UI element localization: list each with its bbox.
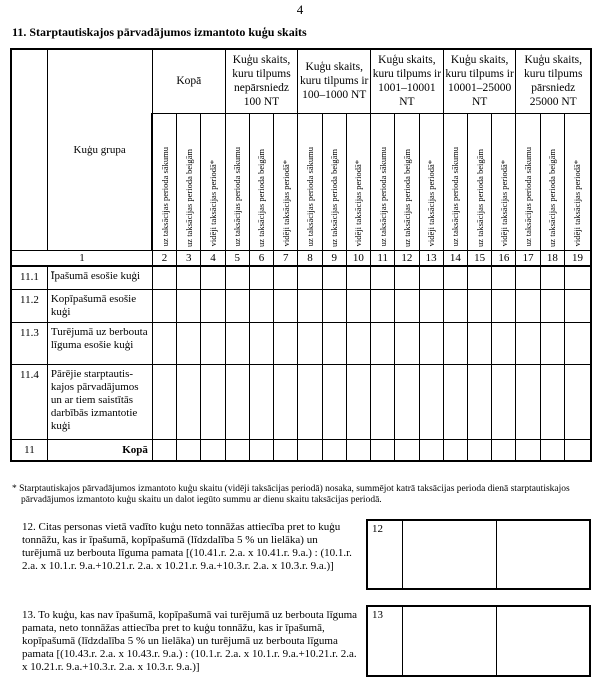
entry-cell[interactable] [371, 365, 395, 440]
column-number: 9 [322, 250, 346, 266]
item-13-text: 13. To kuģu, kas nav īpašumā, kopīpašumā vai turējumā uz berbouta līguma pamata, neto tonnāžas attiecība pret to kuģu tonnāžu, kas ir īpašumā, kopīpašumā (līdzdalība 5 % un lielāka) un turējumā uz berbouta līguma pamata [(10.43.r. 2.a. x 10.43.r. 9.a.) : (10.1.r. 2.a. x 10.1.r. 9.a.+10.21.r. 2.a. x 10.21.r. 9.a.+10.3.r. 2.a. x 10.3.r. 9.a.)] [22, 609, 358, 673]
sub-header-cell [395, 113, 419, 250]
entry-cell[interactable] [492, 440, 516, 461]
item-12-text: 12. Citas personas vietā vadīto kuģu neto tonnāžas attiecība pret to kuģu tonnāžu, kas ir īpašumā, kopīpašumā (līdzdalība 5 % un lielāka) un turējumā uz berbouta līguma pamata [(10.41.r. 2.a. x 10.41.r. 9.a.) : (10.1.r. 2.a. x 10.1.r. 9.a.+10.21.r. 2.a. x 10.21.r. 9.a.+10.3.r. 2.a. x 10.3.r. 9.a.)] [22, 521, 352, 572]
sub-header-cell [443, 113, 467, 250]
entry-cell[interactable] [225, 266, 249, 290]
sub-header-cell [564, 113, 591, 250]
entry-cell[interactable] [298, 323, 322, 365]
sub-header-cell [492, 113, 516, 250]
entry-cell[interactable] [516, 440, 540, 461]
row-label: Turējumā uz berbouta līguma esošie kuģi [47, 323, 152, 365]
entry-cell[interactable] [564, 365, 591, 440]
entry-cell[interactable] [177, 323, 201, 365]
column-number: 4 [201, 250, 225, 266]
column-number: 8 [298, 250, 322, 266]
sub-header-label: uz taksācijas perioda sākumu [377, 147, 388, 247]
entry-cell[interactable] [225, 440, 249, 461]
entry-cell[interactable] [468, 365, 492, 440]
entry-cell[interactable] [516, 323, 540, 365]
sub-header-cell [274, 113, 298, 250]
entry-cell[interactable] [564, 290, 591, 323]
entry-cell[interactable] [346, 365, 370, 440]
row-label: Kopīpašumā esošie kuģi [47, 290, 152, 323]
sub-header-cell [298, 113, 322, 250]
entry-cell[interactable] [443, 323, 467, 365]
entry-cell[interactable] [177, 266, 201, 290]
entry-cell[interactable] [177, 440, 201, 461]
section-title: 11. Starptautiskajos pārvadājumos izmantoto kuģu skaits [12, 25, 307, 39]
sub-header-label: uz taksācijas perioda beigām [183, 148, 194, 247]
total-row [11, 440, 591, 461]
entry-cell[interactable] [249, 365, 273, 440]
entry-cell[interactable] [152, 440, 176, 461]
entry-cell[interactable] [201, 323, 225, 365]
column-number: 5 [225, 250, 249, 266]
entry-cell[interactable] [564, 440, 591, 461]
entry-cell[interactable] [468, 290, 492, 323]
entry-cell[interactable] [249, 266, 273, 290]
entry-cell[interactable] [395, 440, 419, 461]
table-row [11, 323, 591, 365]
entry-cell[interactable] [201, 440, 225, 461]
entry-cell[interactable] [419, 440, 443, 461]
sub-header-label: vidēji taksācijas periodā* [572, 160, 583, 247]
entry-cell[interactable] [322, 365, 346, 440]
entry-cell[interactable] [540, 365, 564, 440]
sub-header-label: uz taksācijas perioda sākumu [232, 147, 243, 247]
entry-cell[interactable] [419, 266, 443, 290]
entry-cell[interactable] [419, 365, 443, 440]
column-number: 6 [249, 250, 273, 266]
entry-cell[interactable] [564, 323, 591, 365]
entry-cell[interactable] [298, 290, 322, 323]
sub-header-label: uz taksācijas perioda sākumu [159, 147, 170, 247]
entry-cell[interactable] [177, 290, 201, 323]
item-13-box [366, 605, 591, 677]
column-number: 15 [468, 250, 492, 266]
total-code: 11 [11, 440, 47, 461]
column-number: 18 [540, 250, 564, 266]
entry-cell[interactable] [152, 266, 176, 290]
sub-header-label: uz taksācijas perioda beigām [401, 148, 412, 247]
entry-cell[interactable] [443, 266, 467, 290]
sub-header-cell [201, 113, 225, 250]
sub-header-cell [540, 113, 564, 250]
sub-header-label: uz taksācijas perioda sākumu [304, 147, 315, 247]
header-10001-25000: Kuģu skaits, kuru tilpums ir 10001–25000 NT [443, 49, 516, 113]
entry-cell[interactable] [516, 365, 540, 440]
entry-cell[interactable] [249, 323, 273, 365]
sub-header-label: vidēji taksācijas periodā* [426, 160, 437, 247]
entry-cell[interactable] [201, 365, 225, 440]
sub-header-label: vidēji taksācijas periodā* [208, 160, 218, 247]
entry-cell[interactable] [492, 266, 516, 290]
item-12-box-code: 12 [372, 523, 383, 535]
entry-cell[interactable] [540, 266, 564, 290]
entry-cell[interactable] [346, 290, 370, 323]
entry-cell[interactable] [177, 365, 201, 440]
header-under-100: Kuģu skaits, kuru tilpums nepārsniedz 100 NT [225, 49, 298, 113]
sub-header-label: uz taksācijas perioda sākumu [450, 147, 461, 247]
row-code: 11.3 [11, 323, 47, 365]
entry-cell[interactable] [419, 323, 443, 365]
item-13-divider-2 [496, 607, 497, 675]
entry-cell[interactable] [443, 290, 467, 323]
entry-cell[interactable] [274, 323, 298, 365]
entry-cell[interactable] [152, 290, 176, 323]
entry-cell[interactable] [371, 290, 395, 323]
sub-header-cell [249, 113, 273, 250]
entry-cell[interactable] [419, 290, 443, 323]
column-number: 11 [371, 250, 395, 266]
entry-cell[interactable] [395, 266, 419, 290]
table-row [11, 290, 591, 323]
entry-cell[interactable] [371, 266, 395, 290]
page-number: 4 [296, 2, 304, 17]
header-total: Kopā [152, 49, 225, 113]
entry-cell[interactable] [274, 365, 298, 440]
column-number: 3 [177, 250, 201, 266]
entry-cell[interactable] [468, 266, 492, 290]
entry-cell[interactable] [298, 266, 322, 290]
entry-cell[interactable] [201, 290, 225, 323]
sub-header-label: vidēji taksācijas periodā* [498, 160, 509, 247]
column-number: 2 [152, 250, 176, 266]
entry-cell[interactable] [152, 323, 176, 365]
column-number: 12 [395, 250, 419, 266]
entry-cell[interactable] [564, 266, 591, 290]
entry-cell[interactable] [322, 266, 346, 290]
ship-count-table [10, 48, 592, 462]
sub-header-cell [468, 113, 492, 250]
header-1001-10001: Kuģu skaits, kuru tilpums ir 1001–10001 NT [371, 49, 444, 113]
sub-header-label: vidēji taksācijas periodā* [353, 160, 364, 247]
entry-cell[interactable] [371, 440, 395, 461]
sub-header-cell [346, 113, 370, 250]
sub-header-cell [152, 113, 176, 250]
entry-cell[interactable] [225, 365, 249, 440]
entry-cell[interactable] [492, 290, 516, 323]
sub-header-cell [225, 113, 249, 250]
entry-cell[interactable] [540, 323, 564, 365]
sub-header-cell [177, 113, 201, 250]
entry-cell[interactable] [225, 290, 249, 323]
row-label: Pārējie starptautis-kajos pārvadājumos un ar tiem saistītās darbībās izmantotie kuģi [47, 365, 152, 440]
entry-cell[interactable] [395, 365, 419, 440]
sub-header-label: uz taksācijas perioda beigām [547, 148, 558, 247]
row-code: 11.4 [11, 365, 47, 440]
column-number: 14 [443, 250, 467, 266]
row-label: Īpašumā esošie kuģi [47, 266, 152, 290]
sub-header-cell [419, 113, 443, 250]
entry-cell[interactable] [152, 365, 176, 440]
item-12-divider-2 [496, 521, 497, 588]
column-number: 7 [274, 250, 298, 266]
entry-cell[interactable] [346, 440, 370, 461]
entry-cell[interactable] [274, 266, 298, 290]
column-number: 10 [346, 250, 370, 266]
sub-header-label: vidēji taksācijas periodā* [280, 160, 291, 247]
total-label: Kopā [47, 440, 152, 461]
entry-cell[interactable] [371, 323, 395, 365]
group-header: Kuģu grupa [47, 49, 152, 250]
column-number: 1 [11, 250, 152, 266]
sub-header-label: uz taksācijas perioda beigām [474, 148, 485, 247]
entry-cell[interactable] [346, 266, 370, 290]
column-number: 19 [564, 250, 591, 266]
sub-header-cell [322, 113, 346, 250]
column-number: 13 [419, 250, 443, 266]
sub-header-label: uz taksācijas perioda beigām [256, 148, 267, 247]
entry-cell[interactable] [322, 290, 346, 323]
column-number: 16 [492, 250, 516, 266]
entry-cell[interactable] [540, 290, 564, 323]
table-row [11, 266, 591, 290]
sub-header-cell [516, 113, 540, 250]
entry-cell[interactable] [492, 323, 516, 365]
entry-cell[interactable] [249, 290, 273, 323]
column-number: 17 [516, 250, 540, 266]
table-row [11, 365, 591, 440]
entry-cell[interactable] [201, 266, 225, 290]
blank-corner [11, 49, 47, 250]
entry-cell[interactable] [225, 323, 249, 365]
sub-header-label: uz taksācijas perioda sākumu [523, 147, 534, 247]
entry-cell[interactable] [540, 440, 564, 461]
entry-cell[interactable] [346, 323, 370, 365]
entry-cell[interactable] [395, 323, 419, 365]
entry-cell[interactable] [443, 440, 467, 461]
entry-cell[interactable] [298, 365, 322, 440]
entry-cell[interactable] [468, 323, 492, 365]
entry-cell[interactable] [395, 290, 419, 323]
entry-cell[interactable] [274, 440, 298, 461]
header-over-25000: Kuģu skaits, kuru tilpums pārsniedz 25000 NT [516, 49, 591, 113]
entry-cell[interactable] [298, 440, 322, 461]
entry-cell[interactable] [322, 440, 346, 461]
item-13-divider-1 [402, 607, 403, 675]
sub-header-cell [371, 113, 395, 250]
item-12-box [366, 519, 591, 590]
entry-cell[interactable] [274, 290, 298, 323]
entry-cell[interactable] [322, 323, 346, 365]
sub-header-label: uz taksācijas perioda beigām [329, 148, 340, 247]
item-13-box-code: 13 [372, 609, 383, 621]
entry-cell[interactable] [492, 365, 516, 440]
entry-cell[interactable] [249, 440, 273, 461]
row-code: 11.2 [11, 290, 47, 323]
header-100-1000: Kuģu skaits, kuru tilpums ir 100–1000 NT [298, 49, 371, 113]
entry-cell[interactable] [516, 290, 540, 323]
entry-cell[interactable] [468, 440, 492, 461]
item-12-divider-1 [402, 521, 403, 588]
entry-cell[interactable] [516, 266, 540, 290]
row-code: 11.1 [11, 266, 47, 290]
footnote: * Starptautiskajos pārvadājumos izmantoto kuģu skaitu (vidēji taksācijas periodā) nosaka, summējot katrā taksācijas perioda dienā starptautiskajos pārvadājumos izmantoto kuģu skaitu un dalot iegūto summu ar dienu skaitu taksācijas periodā. [12, 484, 570, 505]
entry-cell[interactable] [443, 365, 467, 440]
